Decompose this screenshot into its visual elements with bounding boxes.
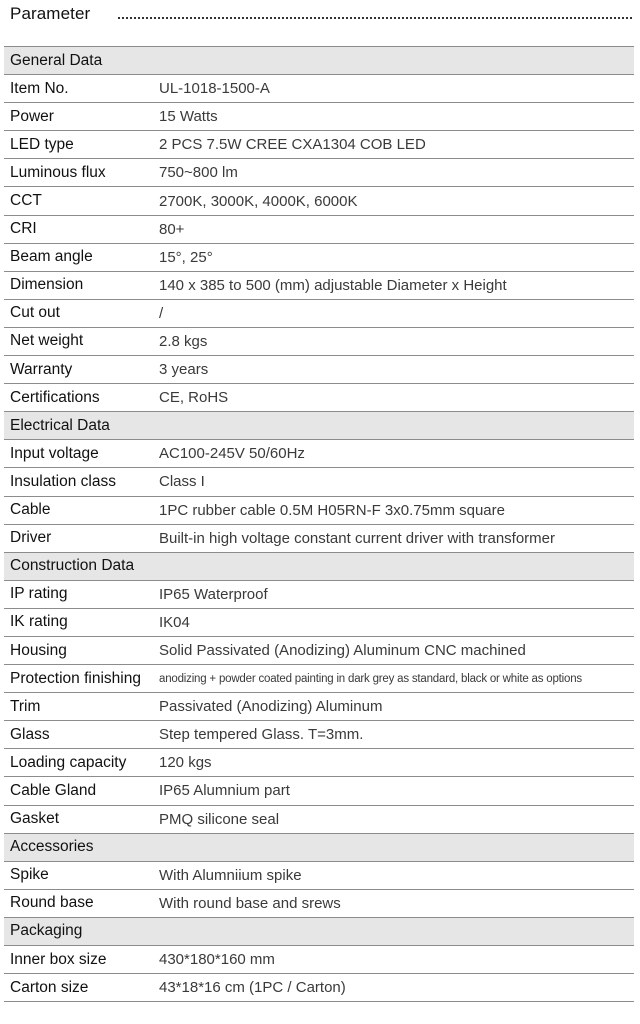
spec-value: UL-1018-1500-A [159,80,270,98]
spec-value: 750~800 lm [159,164,238,182]
spec-label: Housing [10,641,67,659]
page-title: Parameter [10,4,91,23]
spec-value: Step tempered Glass. T=3mm. [159,726,364,744]
spec-value: 2 PCS 7.5W CREE CXA1304 COB LED [159,136,426,154]
spec-value: IP65 Alumnium part [159,782,290,800]
spec-row [4,946,634,974]
parameter-table [4,47,634,1002]
spec-row [4,862,634,890]
spec-label: Beam angle [10,248,93,266]
spec-row [4,131,634,159]
spec-row [4,665,634,693]
section-title: General Data [10,51,103,69]
spec-value: With Alumniium spike [159,866,302,884]
spec-label: Inner box size [10,950,107,968]
spec-row [4,497,634,525]
section-header [4,834,634,862]
spec-value: Passivated (Anodizing) Aluminum [159,698,383,716]
spec-value: 140 x 385 to 500 (mm) adjustable Diameter x Height [159,276,507,294]
spec-value: 2.8 kgs [159,332,208,350]
spec-value: With round base and srews [159,894,341,912]
section-header [4,47,634,75]
dotted-leader [118,17,632,19]
spec-value: 15 Watts [159,108,218,126]
spec-row [4,216,634,244]
spec-value: 43*18*16 cm (1PC / Carton) [159,979,346,997]
spec-label: Insulation class [10,472,116,490]
spec-label: Gasket [10,810,60,828]
spec-row [4,609,634,637]
spec-row [4,581,634,609]
spec-value: IK04 [159,613,190,631]
spec-label: CRI [10,220,37,238]
spec-row [4,300,634,328]
spec-label: Spike [10,866,49,884]
spec-value: / [159,304,164,322]
spec-row [4,525,634,553]
spec-label: Dimension [10,276,84,294]
spec-value: Solid Passivated (Anodizing) Aluminum CNC machined [159,642,526,660]
spec-label: Power [10,107,54,125]
spec-label: Protection finishing [10,669,141,687]
spec-value: 80+ [159,220,185,238]
section-header [4,553,634,581]
spec-label: Glass [10,725,50,743]
spec-label: Loading capacity [10,753,127,771]
spec-value: 1PC rubber cable 0.5M H05RN-F 3x0.75mm square [159,501,505,519]
section-title: Packaging [10,922,83,940]
spec-row [4,384,634,412]
spec-label: CCT [10,192,42,210]
spec-label: Carton size [10,978,89,996]
spec-value: CE, RoHS [159,389,229,407]
spec-label: Driver [10,529,52,547]
spec-value: IP65 Waterproof [159,585,268,603]
spec-value: Built-in high voltage constant current driver with transformer [159,529,556,547]
spec-label: Net weight [10,332,84,350]
spec-label: Warranty [10,360,73,378]
spec-row [4,974,634,1002]
spec-row [4,244,634,272]
spec-value: 3 years [159,361,209,379]
spec-label: Round base [10,894,94,912]
spec-row [4,75,634,103]
spec-label: Trim [10,697,41,715]
section-title: Construction Data [10,557,135,575]
spec-value: AC100-245V 50/60Hz [159,445,305,463]
spec-label: IP rating [10,585,68,603]
spec-label: Item No. [10,79,69,97]
section-header [4,412,634,440]
spec-label: Input voltage [10,444,99,462]
spec-row [4,806,634,834]
spec-value: 430*180*160 mm [159,951,275,969]
spec-row [4,187,634,215]
spec-row [4,777,634,805]
spec-value: PMQ silicone seal [159,810,280,828]
spec-row [4,272,634,300]
spec-value: 120 kgs [159,754,212,772]
page-header [0,0,640,36]
spec-value: Class I [159,473,205,491]
spec-row [4,721,634,749]
spec-label: Certifications [10,388,100,406]
spec-value: 15°, 25° [159,248,213,266]
spec-label: Cut out [10,304,60,322]
spec-row [4,637,634,665]
spec-label: IK rating [10,613,68,631]
spec-label: Cable [10,501,51,519]
spec-value: 2700K, 3000K, 4000K, 6000K [159,192,358,210]
spec-row [4,328,634,356]
spec-row [4,749,634,777]
spec-label: Luminous flux [10,163,106,181]
spec-row [4,356,634,384]
section-header [4,918,634,946]
spec-row [4,468,634,496]
spec-row [4,890,634,918]
section-title: Electrical Data [10,416,110,434]
section-title: Accessories [10,838,94,856]
spec-label: LED type [10,135,74,153]
spec-row [4,440,634,468]
spec-row [4,103,634,131]
spec-value: anodizing + powder coated painting in dark grey as standard, black or white as options [159,672,582,685]
spec-label: Cable Gland [10,781,97,799]
spec-row [4,159,634,187]
spec-row [4,693,634,721]
